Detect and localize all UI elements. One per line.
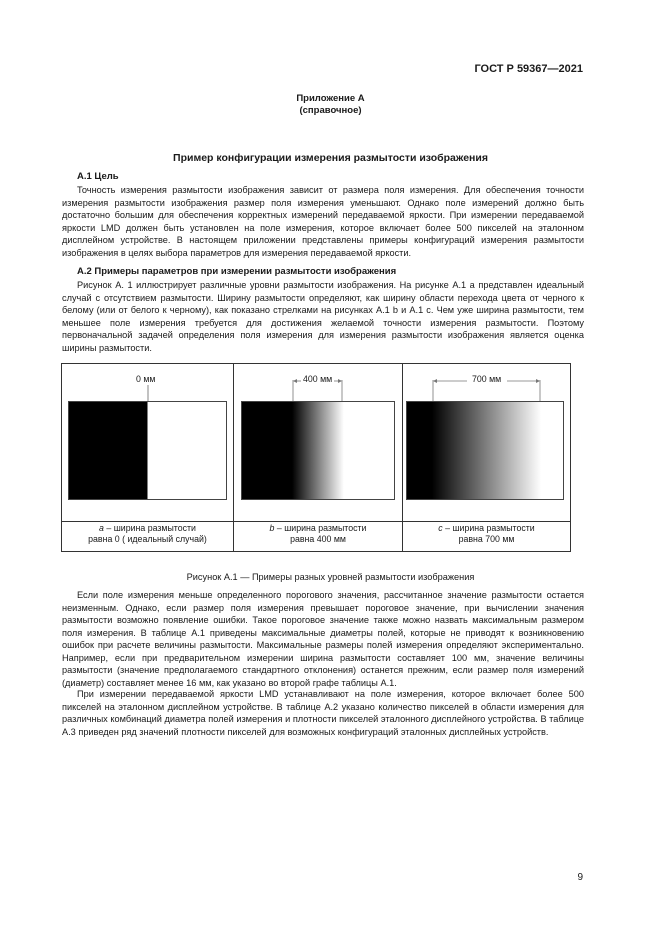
section-a1-paragraph: Точность измерения размытости изображения зависит от размера поля измерения. Для обеспечения точности измерения размытости изображения размер поля измерения уменьшают. Однако поле измерений должно быть достаточно большим для обеспечения корректных измерений передаваемой яркости. При измерении передаваемой яркости LMD должен быть установлен на поле измерения, которое включает более 500 пикселей на эталонном дисплейном устройстве. В настоящем приложении представлены примеры конфигураций измерения размытости изображения в целях выбора параметров для измерения передаваемой яркости.	[62, 185, 584, 258]
figure-caption: Рисунок А.1 — Примеры разных уровней размытости изображения	[186, 572, 475, 582]
panel-divider	[403, 521, 570, 522]
figure-panel-c	[403, 364, 570, 551]
caption-letter: a	[99, 523, 104, 533]
caption-line1: – ширина размытости	[103, 523, 196, 533]
caption-letter: c	[438, 523, 443, 533]
blur-sample-ideal	[68, 401, 227, 500]
panel-caption	[403, 523, 570, 545]
body-paragraph-1: Если поле измерения меньше определенного порогового значения, рассчитанное значение размытости остается неизменным. Однако, если размер поля измерения превышает пороговое значение, при вычислении значения размытости возможно появление ошибки. Такое пороговое значение также можно назвать максимальным размером поля измерения. В таблице А.1 приведены максимальные диаметры полей, которые не приводят к возникновению ошибок при расчете величины размытости. Максимальные размеры полей измерения определяют экспериментально. Например, если при предварительном измерении ширина размытости составляет 100 мм, значение величины размытости (значение предполагаемого стандартного отклонения) останется прежним, если размер поля измерений (диаметр) составляет менее 16 мм, как указано во второй графе таблицы А.1.	[62, 590, 584, 688]
document-title: Пример конфигурации измерения размытости изображения	[173, 152, 488, 164]
caption-line2: равна 400 мм	[290, 534, 346, 544]
figure-panel-a	[62, 364, 234, 551]
annex-subtitle: (справочное)	[299, 105, 362, 116]
panel-caption	[62, 523, 233, 545]
section-a2-heading: А.2 Примеры параметров при измерении размытости изображения	[77, 266, 397, 277]
caption-line1: – ширина размытости	[442, 523, 535, 533]
blur-sample-700	[406, 401, 564, 500]
panel-divider	[62, 521, 233, 522]
blur-width-label: 400 мм	[303, 374, 333, 384]
caption-line2: равна 0 ( идеальный случай)	[88, 534, 207, 544]
blur-width-label: 0 мм	[136, 374, 156, 384]
blur-width-label: 700 мм	[472, 374, 502, 384]
standard-number: ГОСТ Р 59367—2021	[474, 63, 583, 75]
panel-caption	[234, 523, 402, 545]
blur-sample-400	[241, 401, 395, 500]
zero-width-marker-icon	[147, 385, 150, 401]
caption-letter: b	[269, 523, 275, 533]
caption-line1: – ширина размытости	[274, 523, 367, 533]
figure-a1	[61, 363, 571, 552]
body-paragraph-2: При измерении передаваемой яркости LMD устанавливают на поле измерения, которое включает более 500 пикселей на эталонном дисплейном устройстве. В таблице А.2 указано количество пикселей в области измерения для различных комбинаций диаметра полей измерения и плотности пикселей эталонного дисплейного устройства. В таблице А.3 приведен ряд значений плотности пикселей для возможных конфигураций эталонных дисплейных устройств.	[62, 689, 584, 737]
section-a1-heading: А.1 Цель	[77, 171, 119, 182]
section-a2-paragraph: Рисунок А. 1 иллюстрирует различные уровни размытости изображения. На рисунке А.1 a представлен идеальный случай с отсутствием размытости. Ширину размытости определяют, как ширину области перехода цвета от черного к белому (или от белого к черному), как показано стрелками на рисунках А.1 b и А.1 c. Чем уже ширина размытости, тем меньшее поле измерения требуется для достижения желаемой точности измерения размытости. Поэтому первоначальной задачей определения поля измерения для измерения размытости изображения является оценка ширины размытости.	[62, 280, 584, 353]
figure-panel-b	[234, 364, 403, 551]
annex-title: Приложение А	[296, 93, 365, 104]
annex-heading	[70, 93, 591, 117]
panel-divider	[234, 521, 402, 522]
page-number: 9	[577, 872, 583, 883]
caption-line2: равна 700 мм	[458, 534, 515, 544]
